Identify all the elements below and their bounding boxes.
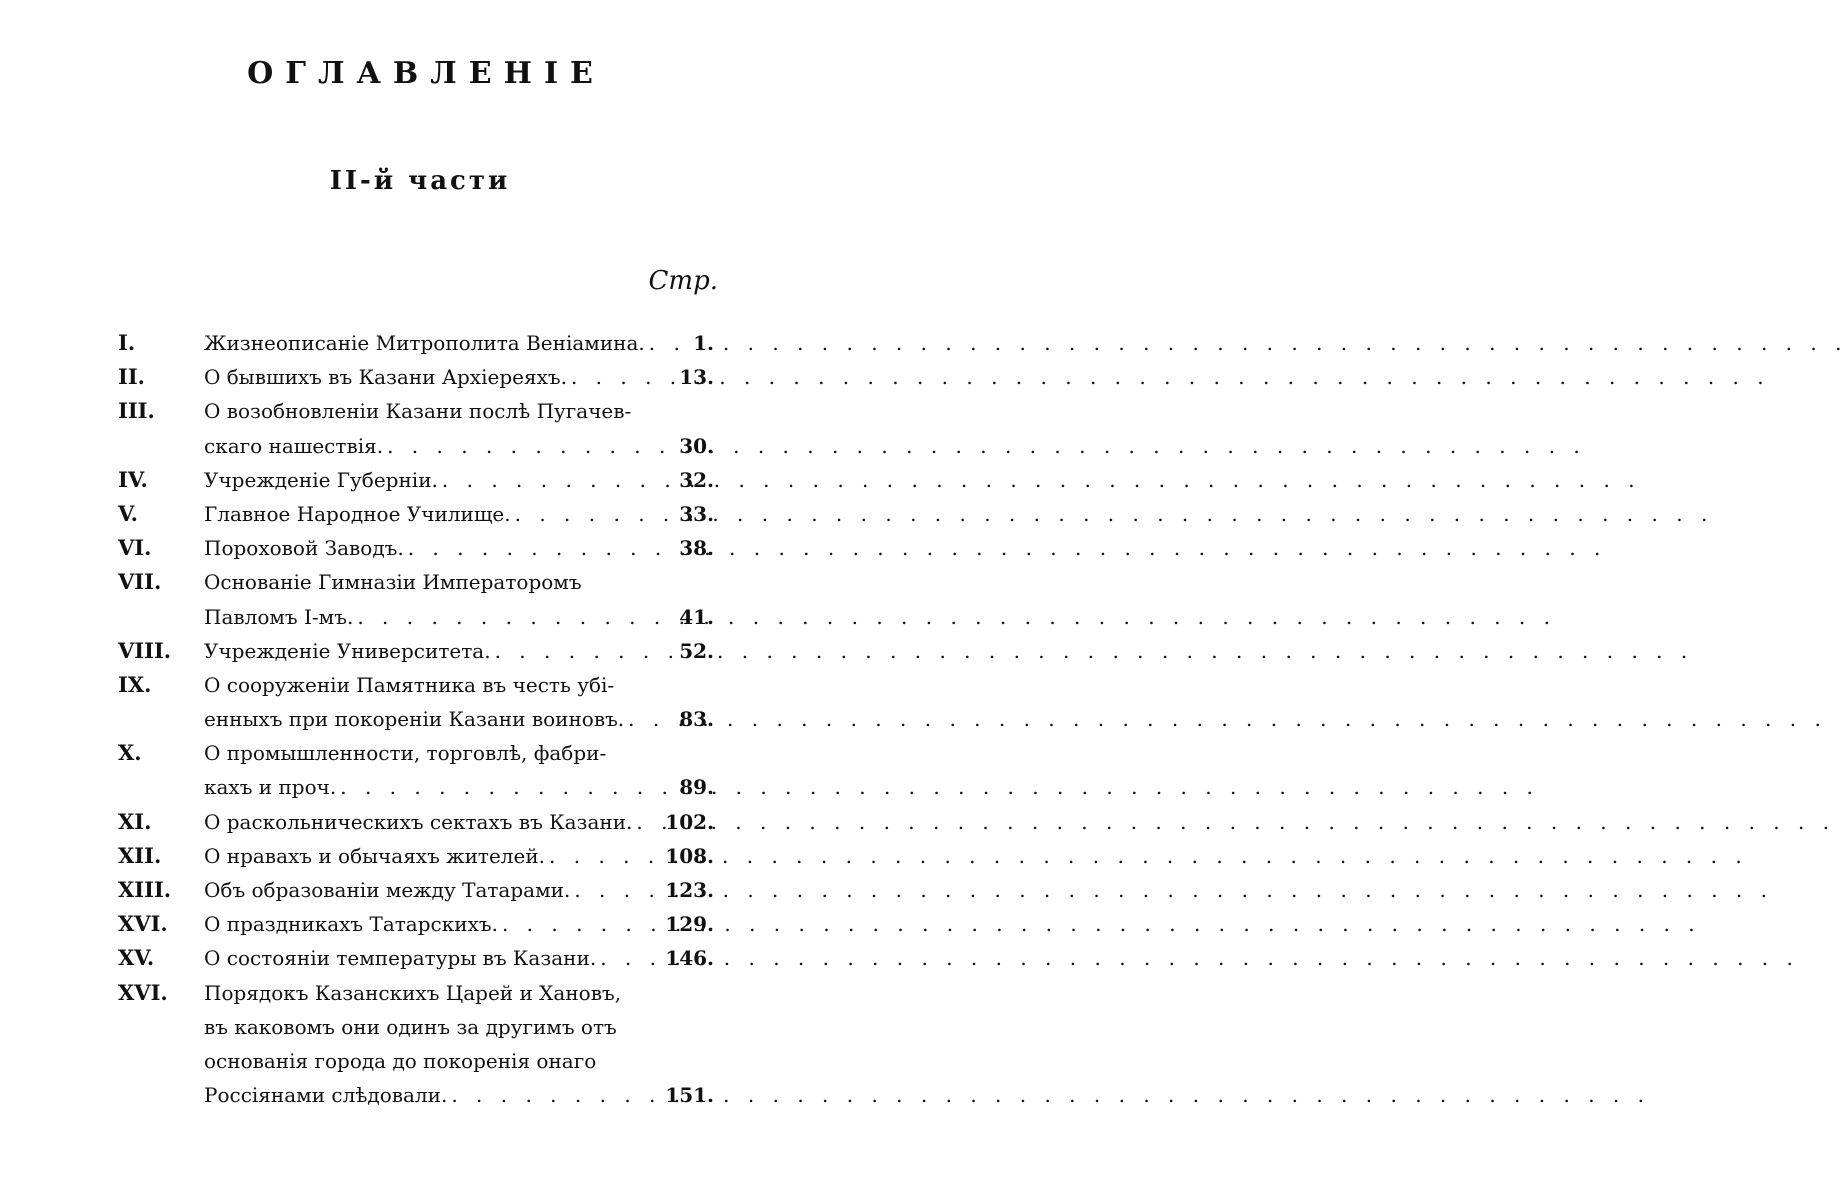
toc-line — [118, 394, 714, 428]
toc-line — [118, 565, 714, 599]
toc-line — [118, 702, 714, 736]
toc-line — [118, 668, 714, 702]
toc-entry-text: Порядокъ Казанскихъ Царей и Хановъ, — [204, 980, 622, 1005]
toc-entry-text: О промышленности, торговлѣ, фабри- — [204, 741, 607, 766]
page-subtitle: II-й части — [329, 166, 511, 196]
toc-entry-text: Главное Народное Училище. — [204, 501, 511, 526]
toc-page-number: 52. — [679, 638, 714, 663]
toc-line — [118, 463, 714, 497]
toc-entry-text: Павломъ I-мъ. — [204, 604, 354, 629]
toc-line — [118, 1078, 714, 1112]
toc-entry — [118, 634, 714, 668]
dot-leader — [645, 326, 693, 360]
toc-entry-text: скаго нашествія. — [204, 433, 384, 458]
toc-entry-text: О раскольническихъ сектахъ въ Казани. — [204, 809, 633, 834]
toc-entry-text: О нравахъ и обычаяхъ жителей. — [204, 843, 546, 868]
page-column-header: Стр. — [648, 266, 718, 296]
toc-line — [118, 907, 714, 941]
toc-entry — [118, 907, 714, 941]
toc-entry-number: VI. — [118, 535, 152, 561]
dot-leader — [491, 634, 680, 668]
toc-entry-number: XVI. — [118, 979, 168, 1005]
toc-line — [118, 634, 714, 668]
toc-page-number: 83. — [679, 707, 714, 732]
toc-page-number: 38. — [679, 536, 714, 561]
toc-entry-number: XVI. — [118, 911, 168, 937]
toc-line — [118, 1010, 714, 1044]
toc-line — [118, 360, 714, 394]
toc-entry-text: О бывшихъ въ Казани Архіереяхъ. — [204, 365, 567, 390]
dot-leader — [624, 702, 679, 736]
toc-page-number: 123. — [665, 878, 714, 902]
dot-leader — [404, 531, 679, 565]
dot-leader — [596, 941, 665, 975]
toc-entry — [118, 976, 714, 1113]
toc-line — [118, 805, 714, 839]
toc-entry-text: кахъ и проч. — [204, 775, 337, 800]
toc-entry-text: Пороховой Заводъ. — [204, 536, 404, 561]
toc-entry — [118, 326, 714, 360]
toc-page-number: 33. — [679, 501, 714, 526]
toc-entry-text: Основаніе Гимназіи Императоромъ — [204, 570, 582, 595]
dot-leader — [545, 839, 665, 873]
toc-entry-number: V. — [118, 500, 138, 526]
dot-leader — [570, 873, 665, 907]
toc-entry — [118, 531, 714, 565]
toc-entry-number: VII. — [118, 569, 162, 595]
toc-entry-text: О возобновленіи Казани послѣ Пугачев- — [204, 399, 632, 424]
toc-page-number: 89. — [679, 775, 714, 800]
toc-entry-number: II. — [118, 364, 145, 390]
toc-entry — [118, 565, 714, 633]
table-of-contents — [118, 326, 714, 1112]
toc-entry-number: XIII. — [118, 877, 172, 902]
toc-line — [118, 873, 714, 907]
toc-entry — [118, 736, 714, 804]
toc-entry-number: XII. — [118, 842, 162, 868]
toc-page-number: 30. — [679, 433, 714, 458]
toc-page-number: 102. — [665, 809, 714, 834]
toc-entry-number: IV. — [118, 466, 148, 492]
toc-entry — [118, 394, 714, 462]
dot-leader — [438, 463, 679, 497]
toc-entry — [118, 839, 714, 873]
dot-leader — [353, 600, 679, 634]
toc-page-number: 1. — [693, 331, 714, 355]
toc-entry-text: енныхъ при покореніи Казани воиновъ. — [204, 707, 625, 732]
toc-entry — [118, 497, 714, 531]
toc-line — [118, 941, 714, 975]
page-title: ОГЛАВЛЕНІЕ — [247, 56, 605, 91]
toc-entry-text: основанія города до покоренія онаго — [204, 1048, 597, 1073]
dot-leader — [498, 907, 665, 941]
dot-leader — [511, 497, 680, 531]
toc-entry-text: Жизнеописаніе Митрополита Веніамина. — [204, 331, 645, 355]
toc-page-number: 151. — [665, 1083, 714, 1108]
toc-page-number: 146. — [665, 946, 714, 971]
toc-entry-text: Объ образованіи между Татарами. — [204, 878, 571, 902]
dot-leader — [447, 1078, 665, 1112]
toc-entry — [118, 668, 714, 736]
toc-line — [118, 429, 714, 463]
toc-page-number: 41. — [679, 604, 714, 629]
toc-entry-text: О сооруженіи Памятника въ честь убі- — [204, 672, 615, 697]
toc-line — [118, 736, 714, 770]
toc-entry-number: XV. — [118, 945, 155, 971]
toc-line — [118, 770, 714, 804]
toc-entry-text: Учрежденіе Губерніи. — [204, 467, 438, 492]
toc-entry-number: XI. — [118, 808, 152, 834]
toc-entry — [118, 463, 714, 497]
dot-leader — [567, 360, 679, 394]
toc-entry-number: X. — [118, 740, 142, 766]
toc-entry-text: О состояніи температуры въ Казани. — [204, 946, 597, 971]
toc-line — [118, 497, 714, 531]
toc-page-number: 13. — [679, 365, 714, 390]
toc-line — [118, 531, 714, 565]
toc-entry-text: въ каковомъ они одинъ за другимъ отъ — [204, 1014, 617, 1039]
toc-line — [118, 600, 714, 634]
toc-entry-number: I. — [118, 330, 136, 355]
toc-entry — [118, 360, 714, 394]
toc-entry — [118, 941, 714, 975]
toc-page-number: 108. — [665, 843, 714, 868]
toc-line — [118, 326, 714, 360]
toc-page-number: 129. — [665, 912, 714, 937]
toc-line — [118, 839, 714, 873]
toc-entry — [118, 805, 714, 839]
toc-entry-number: VIII. — [118, 637, 172, 663]
toc-line — [118, 1044, 714, 1078]
dot-leader — [336, 770, 679, 804]
toc-entry-text: Учрежденіе Университета. — [204, 638, 491, 663]
toc-entry-number: III. — [118, 398, 155, 424]
toc-entry — [118, 873, 714, 907]
toc-entry-number: IX. — [118, 671, 152, 697]
toc-entry-text: Россіянами слѣдовали. — [204, 1083, 448, 1108]
toc-line — [118, 976, 714, 1010]
dot-leader — [632, 805, 665, 839]
toc-page-number: 32. — [679, 467, 714, 492]
toc-entry-text: О праздникахъ Татарскихъ. — [204, 912, 498, 937]
dot-leader — [383, 429, 679, 463]
